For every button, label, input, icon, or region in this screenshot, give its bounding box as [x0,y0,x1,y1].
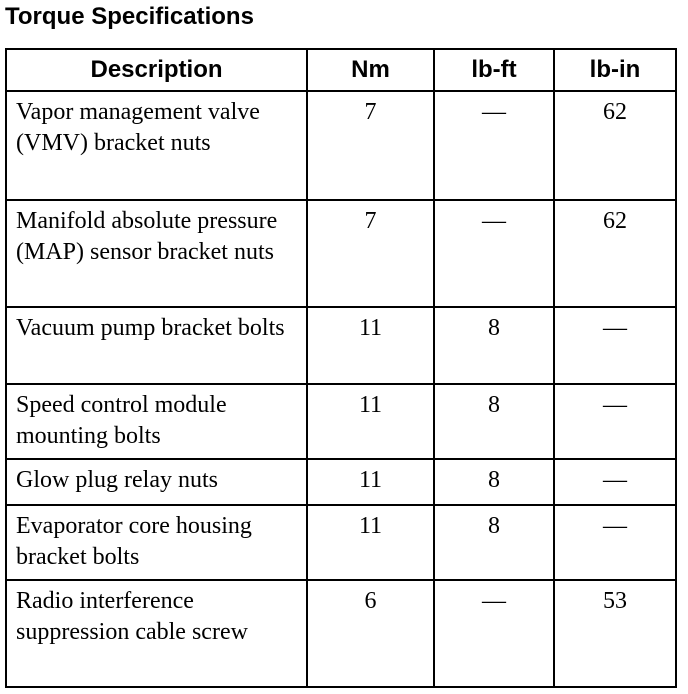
lbin-cell: 62 [554,91,676,200]
nm-cell: 7 [307,200,434,307]
description-cell: Evaporator core housing bracket bolts [6,505,307,580]
header-nm: Nm [307,49,434,91]
lbft-cell: — [434,580,554,687]
lbft-cell: — [434,91,554,200]
description-cell: Radio interference suppression cable screw [6,580,307,687]
lbin-cell: — [554,307,676,384]
description-cell: Manifold absolute pressure (MAP) sensor bracket nuts [6,200,307,307]
table-row [6,580,676,687]
lbin-cell: 62 [554,200,676,307]
lbin-cell: 53 [554,580,676,687]
lbft-cell: 8 [434,459,554,505]
nm-cell: 6 [307,580,434,687]
table-row [6,459,676,505]
nm-cell: 11 [307,505,434,580]
header-lbft: lb-ft [434,49,554,91]
header-lbin: lb-in [554,49,676,91]
table-row [6,91,676,200]
nm-cell: 11 [307,459,434,505]
lbin-cell: — [554,505,676,580]
nm-cell: 11 [307,384,434,459]
lbft-cell: 8 [434,307,554,384]
table-row [6,384,676,459]
description-cell: Vapor management valve (VMV) bracket nuts [6,91,307,200]
table-row [6,307,676,384]
nm-cell: 11 [307,307,434,384]
description-cell: Glow plug relay nuts [6,459,307,505]
lbft-cell: 8 [434,384,554,459]
lbft-cell: — [434,200,554,307]
lbft-cell: 8 [434,505,554,580]
torque-spec-table [5,48,677,688]
description-cell: Speed control module mounting bolts [6,384,307,459]
table-row [6,505,676,580]
page-title: Torque Specifications [5,3,254,30]
lbin-cell: — [554,384,676,459]
lbin-cell: — [554,459,676,505]
nm-cell: 7 [307,91,434,200]
header-row [6,49,676,91]
table-row [6,200,676,307]
description-cell: Vacuum pump bracket bolts [6,307,307,384]
header-description: Description [6,49,307,91]
